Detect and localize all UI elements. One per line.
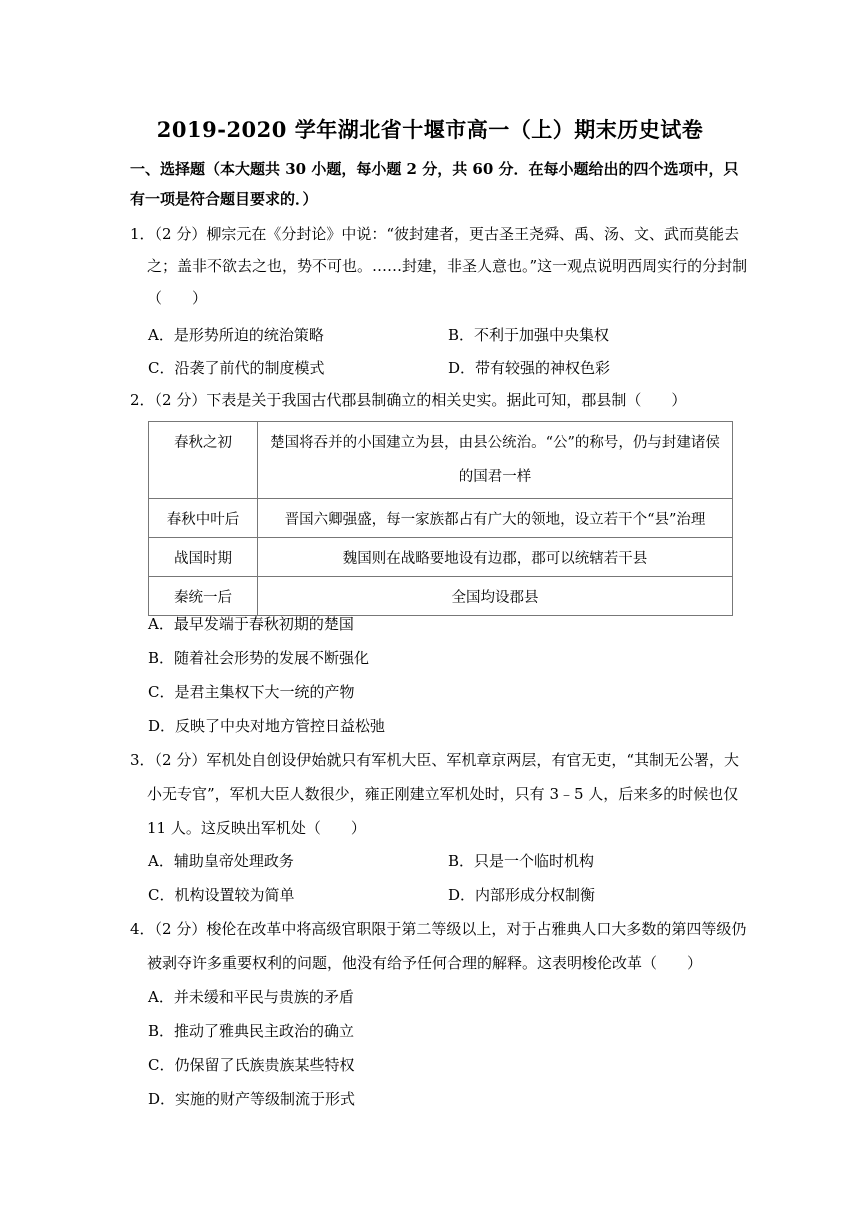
section-heading: 一、选择题（本大题共 30 小题，每小题 2 分，共 60 分．在每小题给出的四个选项中，只有一项是符合题目要求的．） bbox=[130, 160, 739, 208]
table-cell-period: 秦统一后 bbox=[149, 577, 258, 616]
question-number: 1． bbox=[130, 225, 155, 243]
table-cell-fact: 全国均设郡县 bbox=[258, 577, 733, 616]
table-cell-fact: 楚国将吞并的小国建立为县，由县公统治。“公”的称号，仍与封建诸侯的国君一样 bbox=[258, 422, 733, 499]
question-2 bbox=[130, 384, 735, 417]
table-row bbox=[149, 538, 733, 577]
question-number: 3． bbox=[130, 751, 155, 769]
table-cell-period: 春秋之初 bbox=[149, 422, 258, 499]
option-b[interactable]: B．推动了雅典民主政治的确立 bbox=[148, 1022, 355, 1040]
option-b[interactable]: B．随着社会形势的发展不断强化 bbox=[148, 649, 370, 667]
option-d[interactable]: D．反映了中央对地方管控日益松弛 bbox=[148, 717, 386, 735]
option-d[interactable]: D．实施的财产等级制流于形式 bbox=[148, 1090, 356, 1108]
table-row bbox=[149, 422, 733, 499]
question-3 bbox=[130, 743, 752, 845]
table-row bbox=[149, 577, 733, 616]
question-stem: （2 分）下表是关于我国古代郡县制确立的相关史实。据此可知，郡县制（ ） bbox=[154, 391, 687, 409]
question-4 bbox=[130, 912, 752, 980]
option-c[interactable]: C．是君主集权下大一统的产物 bbox=[148, 683, 355, 701]
table-row bbox=[149, 499, 733, 538]
table-cell-fact: 晋国六卿强盛，每一家族都占有广大的领地，设立若干个“县”治理 bbox=[258, 499, 733, 538]
question-stem: （2 分）梭伦在改革中将高级官职限于第二等级以上，对于占雅典人口大多数的第四等级仍被剥夺许多重要权利的问题，他没有给予任何合理的解释。这表明梭伦改革（ ） bbox=[147, 920, 747, 972]
question-number: 4． bbox=[130, 920, 155, 938]
question-1 bbox=[130, 218, 752, 314]
history-facts-table bbox=[148, 421, 733, 616]
table-cell-period: 战国时期 bbox=[149, 538, 258, 577]
option-b[interactable]: B．不利于加强中央集权 bbox=[448, 326, 610, 344]
option-a[interactable]: A．并未缓和平民与贵族的矛盾 bbox=[148, 988, 354, 1006]
table-cell-period: 春秋中叶后 bbox=[149, 499, 258, 538]
question-stem: （2 分）柳宗元在《分封论》中说：“彼封建者，更古圣王尧舜、禹、汤、文、武而莫能去之；盖非不欲去之也，势不可也。……封建，非圣人意也。”这一观点说明西周实行的分封制（ ） bbox=[147, 225, 748, 307]
option-d[interactable]: D．带有较强的神权色彩 bbox=[448, 359, 611, 377]
option-d[interactable]: D．内部形成分权制衡 bbox=[448, 886, 596, 904]
option-c[interactable]: C．沿袭了前代的制度模式 bbox=[148, 359, 325, 377]
question-stem: （2 分）军机处自创设伊始就只有军机大臣、军机章京两层，有官无吏，“其制无公署，大小无专官”，军机大臣人数很少，雍正刚建立军机处时，只有 3﹣5 人，后来多的时候也仅 11 人。这反映出军机处（ ） bbox=[147, 751, 740, 837]
option-c[interactable]: C．机构设置较为简单 bbox=[148, 886, 295, 904]
table-cell-fact: 魏国则在战略要地设有边郡，郡可以统辖若干县 bbox=[258, 538, 733, 577]
option-b[interactable]: B．只是一个临时机构 bbox=[448, 852, 595, 870]
option-c[interactable]: C．仍保留了氏族贵族某些特权 bbox=[148, 1056, 355, 1074]
option-a[interactable]: A．辅助皇帝处理政务 bbox=[148, 852, 294, 870]
page-title: 2019-2020 学年湖北省十堰市高一（上）期末历史试卷 bbox=[156, 117, 704, 142]
question-number: 2． bbox=[130, 391, 155, 409]
option-a[interactable]: A．是形势所迫的统治策略 bbox=[148, 326, 324, 344]
option-a[interactable]: A．最早发端于春秋初期的楚国 bbox=[148, 615, 354, 633]
